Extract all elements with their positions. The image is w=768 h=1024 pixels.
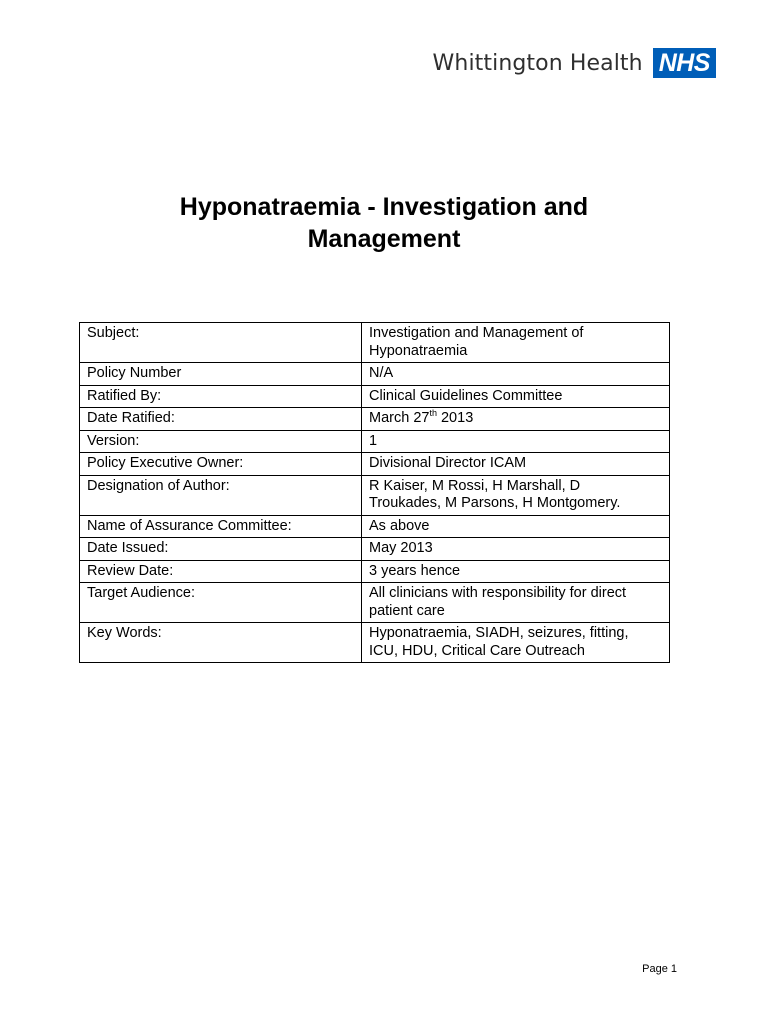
organization-name: Whittington Health bbox=[432, 50, 643, 76]
row-value bbox=[362, 583, 670, 623]
row-value: May 2013 bbox=[362, 538, 670, 561]
table-row bbox=[80, 430, 670, 453]
document-info-table bbox=[79, 322, 670, 663]
row-label: Name of Assurance Committee: bbox=[80, 515, 362, 538]
value-line: Investigation and Management of bbox=[369, 325, 584, 341]
document-title bbox=[0, 191, 768, 255]
row-value bbox=[362, 475, 670, 515]
row-label: Version: bbox=[80, 430, 362, 453]
value-line: All clinicians with responsibility for direct bbox=[369, 585, 627, 601]
row-value: N/A bbox=[362, 363, 670, 386]
table-row bbox=[80, 538, 670, 561]
row-label: Review Date: bbox=[80, 560, 362, 583]
row-value: 3 years hence bbox=[362, 560, 670, 583]
table-row bbox=[80, 515, 670, 538]
row-value: 1 bbox=[362, 430, 670, 453]
nhs-logo: NHS bbox=[653, 48, 716, 78]
row-label: Policy Executive Owner: bbox=[80, 453, 362, 476]
table-row bbox=[80, 453, 670, 476]
table-row bbox=[80, 583, 670, 623]
row-label: Subject: bbox=[80, 323, 362, 363]
title-line: Management bbox=[307, 225, 461, 253]
title-line: Hyponatraemia - Investigation and bbox=[179, 193, 589, 221]
table-row bbox=[80, 475, 670, 515]
value-line: patient care bbox=[369, 602, 445, 619]
page-number: Page 1 bbox=[642, 963, 677, 975]
table-row bbox=[80, 560, 670, 583]
row-value: As above bbox=[362, 515, 670, 538]
row-label: Key Words: bbox=[80, 623, 362, 663]
table-row bbox=[80, 363, 670, 386]
row-label: Date Ratified: bbox=[80, 408, 362, 431]
table-row bbox=[80, 323, 670, 363]
row-value bbox=[362, 323, 670, 363]
row-label: Policy Number bbox=[80, 363, 362, 386]
row-label: Date Issued: bbox=[80, 538, 362, 561]
row-value bbox=[362, 623, 670, 663]
document-header bbox=[433, 48, 716, 78]
table-row bbox=[80, 408, 670, 431]
row-label: Target Audience: bbox=[80, 583, 362, 623]
row-label: Ratified By: bbox=[80, 385, 362, 408]
ordinal-suffix: th bbox=[429, 408, 437, 419]
row-value bbox=[362, 408, 670, 431]
value-line: Hyponatraemia, SIADH, seizures, fitting, bbox=[369, 625, 629, 641]
value-line: Troukades, M Parsons, H Montgomery. bbox=[369, 495, 621, 511]
value-text: March 27 bbox=[369, 410, 430, 426]
value-text: 2013 bbox=[436, 410, 474, 426]
table-row bbox=[80, 623, 670, 663]
row-value: Clinical Guidelines Committee bbox=[362, 385, 670, 408]
value-line: Hyponatraemia bbox=[369, 342, 468, 359]
table-row bbox=[80, 385, 670, 408]
row-value: Divisional Director ICAM bbox=[362, 453, 670, 476]
value-line: ICU, HDU, Critical Care Outreach bbox=[369, 642, 585, 659]
value-line: R Kaiser, M Rossi, H Marshall, D bbox=[369, 477, 581, 494]
row-label: Designation of Author: bbox=[80, 475, 362, 515]
